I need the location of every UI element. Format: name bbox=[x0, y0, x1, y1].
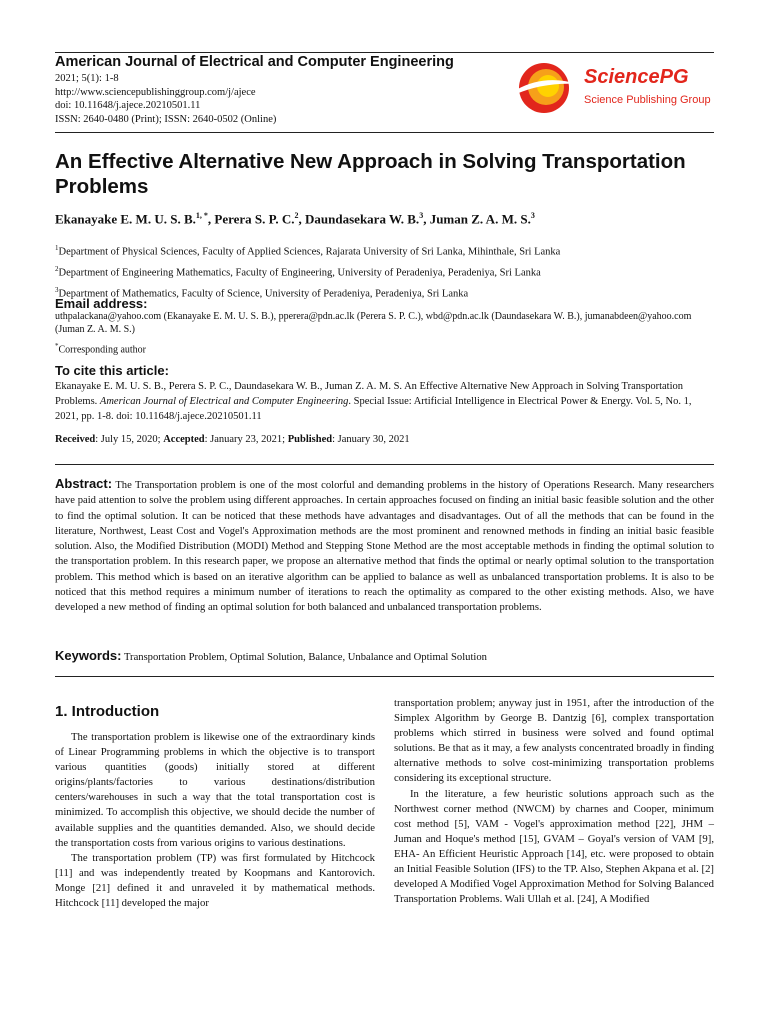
logo-wordmark: SciencePG bbox=[584, 66, 689, 88]
affiliation bbox=[55, 240, 560, 261]
doi-line: doi: 10.11648/j.ajece.20210501.11 bbox=[55, 100, 201, 111]
author-list: Ekanayake E. M. U. S. B.$^{1, *}$, Perera S. P. C.$^2$, Daundasekara W. B.$^3$, Juman Z. A. M. S.$^3$ bbox=[55, 211, 535, 227]
paper-title: An Effective Alternative New Approach in Solving Transportation Problems bbox=[55, 150, 686, 198]
header-rule bbox=[55, 132, 714, 133]
sciencepg-logo bbox=[514, 60, 714, 116]
abstract-top-rule bbox=[55, 464, 714, 465]
citation-journal: American Journal of Electrical and Computer Engineering bbox=[99, 396, 349, 407]
top-rule bbox=[55, 52, 714, 53]
corresponding-note bbox=[55, 342, 146, 355]
journal-meta bbox=[55, 72, 276, 126]
logo-subtitle: Science Publishing Group bbox=[584, 94, 711, 106]
journal-url[interactable]: http://www.sciencepublishinggroup.com/j/ajece bbox=[55, 86, 256, 98]
affiliation-sup: 1 bbox=[55, 244, 59, 252]
author-name: Juman Z. A. M. S. bbox=[429, 211, 531, 227]
accepted-label: Accepted bbox=[163, 434, 205, 445]
paragraph: The transportation problem (TP) was first formulated by Hitchcock [11] and was independently treated by Koopmans and Kantorovich. Monge [21] defined it and unraveled it by mathematical methods. Hitchcock [11] developed the major bbox=[55, 851, 375, 910]
issue-line: 2021; 5(1): 1-8 bbox=[55, 73, 119, 84]
received-label: Received bbox=[55, 434, 96, 445]
email-addresses: uthpalackana@yahoo.com (Ekanayake E. M. U. S. B.), pperera@pdn.ac.lk (Perera S. P. C.), wbd@pdn.ac.lk (Daundasekara W. B.), jumanabdeen@yahoo.com (Juman Z. A. M. S.) bbox=[55, 311, 692, 335]
paragraph: The transportation problem is likewise one of the extraordinary kinds of Linear Programming problems in which the objective is to transport various quantities (goods) initially stored at different origins/plants/factories to various destinations/distribution centers/warehouses in such a way that the total transportation cost is minimized. To accomplish this objective, we should decide the number of available supplies and the quantities demanded. Also, we should decide the transportation costs from various origins to various destinations. bbox=[55, 731, 375, 849]
keywords-label: Keywords: bbox=[55, 648, 122, 663]
keywords-text: Transportation Problem, Optimal Solution, Balance, Unbalance and Optimal Solution bbox=[123, 652, 487, 663]
author-sup: 3 bbox=[530, 211, 535, 220]
corresponding-text: Corresponding author bbox=[58, 344, 146, 356]
author-sup: 1, * bbox=[195, 211, 208, 220]
article-dates bbox=[55, 434, 410, 445]
affiliation-sup: 3 bbox=[55, 286, 59, 294]
received-date: : July 15, 2020; bbox=[95, 434, 164, 445]
cite-heading: To cite this article: bbox=[55, 363, 169, 378]
paragraph: transportation problem; anyway just in 1951, after the introduction of the Simplex Algorithm by George B. Dantzig [6], complex transportation problems which stirred in business were solved and found optimal solutions. Be that as it may, a few analysts concentrated broadly in finding alternative methods to solve cost-minimizing transportation problems considering its exceptional structure. bbox=[394, 697, 714, 785]
affiliation bbox=[55, 261, 560, 282]
author-name: Perera S. P. C. bbox=[214, 211, 295, 227]
journal-name: American Journal of Electrical and Computer Engineering bbox=[55, 54, 454, 70]
citation-authors: Ekanayake E. M. U. S. B., Perera S. P. C., Daundasekara W. B., Juman Z. A. M. S. An Effective Alternative New Approach in Solving Transportation Problems. bbox=[55, 381, 683, 407]
accepted-date: : January 23, 2021; bbox=[204, 434, 288, 445]
affiliation-text: Department of Mathematics, Faculty of Science, University of Peradeniya, Peradeniya, Sri Lanka bbox=[58, 288, 469, 300]
affiliations bbox=[55, 240, 560, 303]
abstract-label: Abstract: bbox=[55, 476, 113, 491]
published-date: : January 30, 2021 bbox=[332, 434, 410, 445]
author-name: Daundasekara W. B. bbox=[305, 211, 420, 227]
affiliation-text: Department of Engineering Mathematics, Faculty of Engineering, University of Peradeniya, Peradeniya, Sri Lanka bbox=[58, 267, 541, 279]
right-column bbox=[394, 696, 714, 907]
abstract bbox=[55, 476, 714, 616]
sciencepg-logo-icon bbox=[514, 60, 580, 116]
abstract-bottom-rule bbox=[55, 676, 714, 677]
author-sup: 3 bbox=[419, 211, 424, 220]
paragraph: In the literature, a few heuristic solutions approach such as the Northwest corner method (NWCM) by charnes and Cooper, minimum cost method [5], VAM - Vogel's approximation method [22], JHM – Juman and Hoque's method [15], GVAM – Goyal's version of VAM [9], EHA- An Efficient Heuristic Approach [14], etc. were proposed to obtain an Initial Feasible Solution (IFS) to the TP. Also, Stephen Akpana et al. [2] developed A Modified Vogel Approximation Method for Solving Balanced Transportation Problems. Wali Ullah et al. [24], A Modified bbox=[394, 787, 714, 906]
author-name: Ekanayake E. M. U. S. B. bbox=[55, 211, 196, 227]
issn-line: ISSN: 2640-0480 (Print); ISSN: 2640-0502 (Online) bbox=[55, 113, 277, 125]
section-heading: 1. Introduction bbox=[55, 703, 160, 720]
left-column bbox=[55, 730, 375, 911]
keywords bbox=[55, 648, 487, 663]
affiliation-text: Department of Physical Sciences, Faculty of Applied Sciences, Rajarata University of Sri Lanka, Mihinthale, Sri Lanka bbox=[58, 246, 561, 258]
published-label: Published bbox=[287, 434, 333, 445]
abstract-text: The Transportation problem is one of the most colorful and demanding problems in the history of Operations Research. Many researchers have paid attention to solve the problem using different approaches. In certain approaches focused on finding an initial basic feasible solution and the other to find the optimal solution. It can be noticed that these methods have advantages and disadvantages. Out of all the methods that can be found in the literature, Northwest, Least Cost and Vogel's Approximation methods are the most prominent and renowned methods in finding an initial basic feasible solution. Also, the Modified Distribution (MODI) Method and Stepping Stone Method are the most acceptable methods in finding the optimal solution to the transportation problem. In this research paper, we propose an alternative method that finds the optimal or nearly optimal solution to the transportation problem. This method which is based on an iterative algorithm can be applied to balance as well as unbalanced transportation problems. It is also to be noticed that this method requires a minimum number of iterations to reach the optimality as compared to the other existing methods. Also, we have developed a new method of finding an optimal solution for both balanced and unbalanced transportation problems. bbox=[55, 480, 714, 614]
citation-details: . Special Issue: Artificial Intelligence in Electrical Power & Energy. Vol. 5, No. 1, 2021, pp. 1-8. doi: 10.11648/j.ajece.20210501.11 bbox=[55, 396, 692, 422]
email-heading: Email address: bbox=[55, 296, 148, 311]
corresponding-sup: * bbox=[55, 342, 59, 350]
author-sup: 2 bbox=[294, 211, 299, 220]
affiliation-sup: 2 bbox=[55, 265, 59, 273]
citation bbox=[55, 379, 717, 424]
